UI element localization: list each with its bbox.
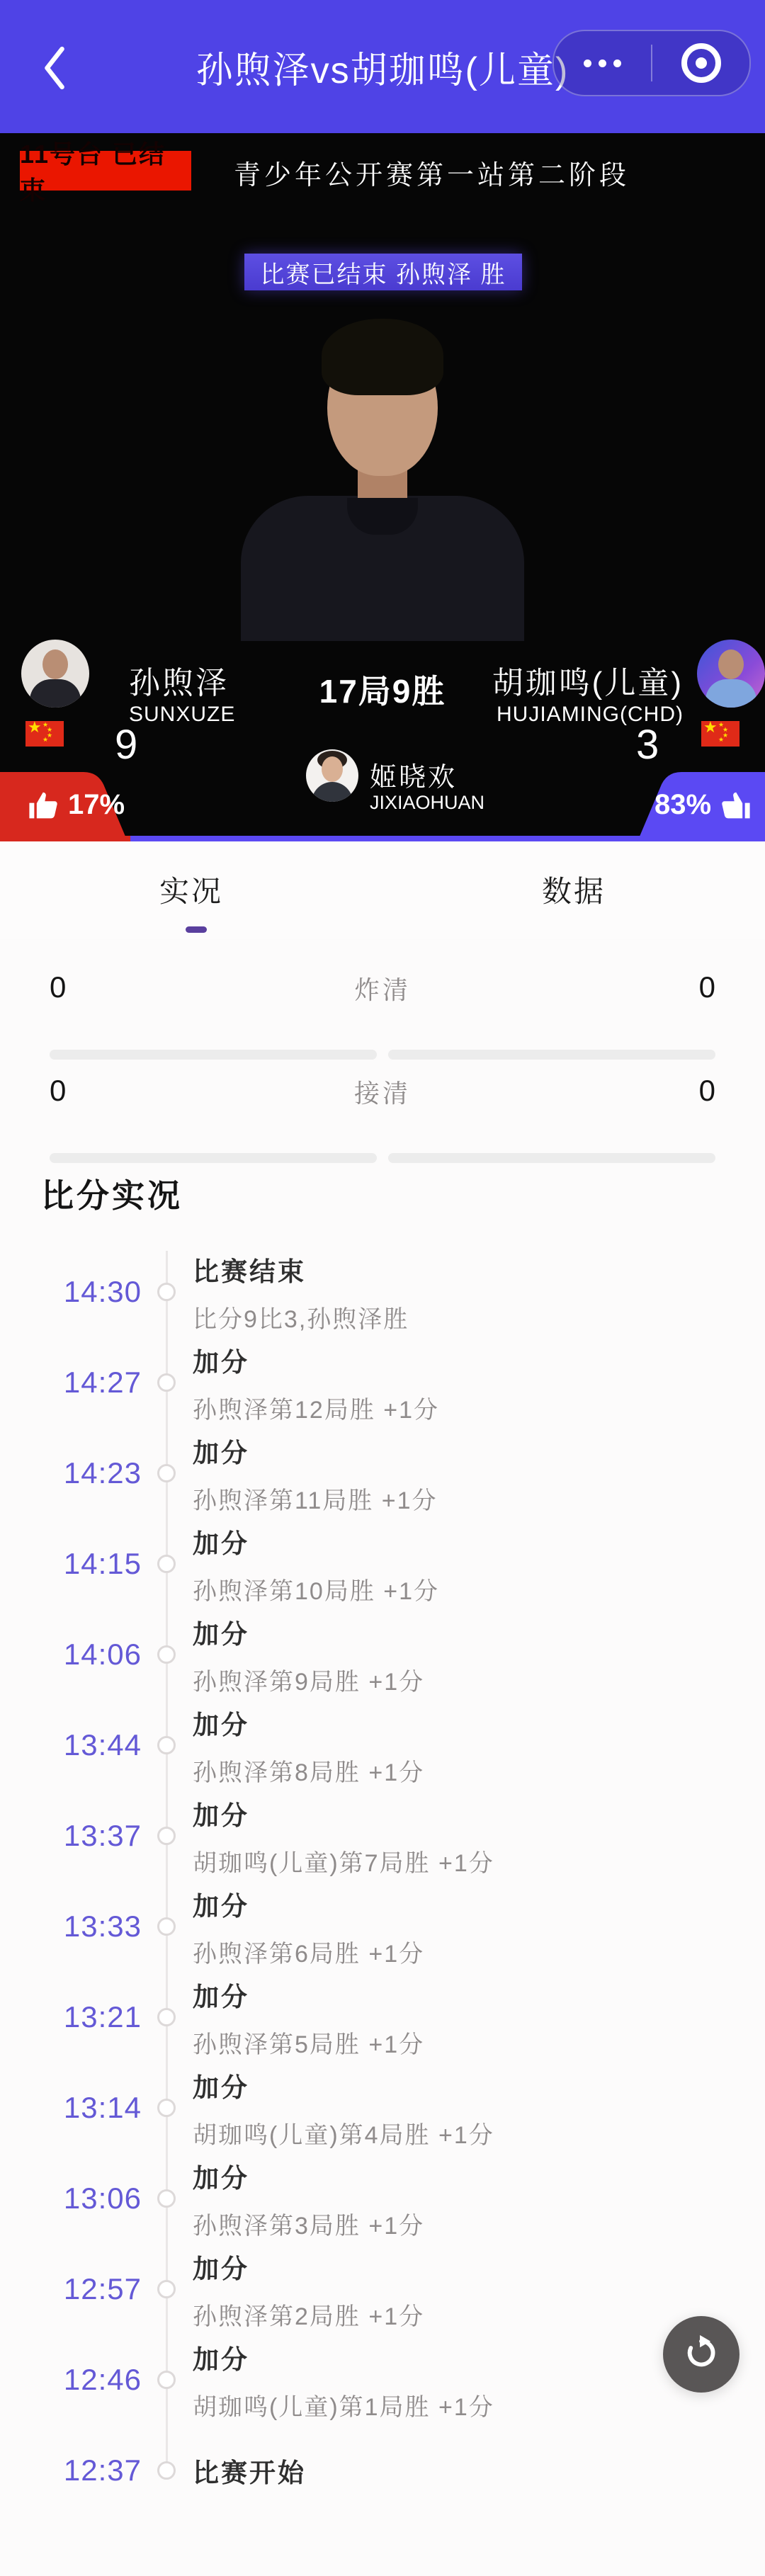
event-desc: 孙煦泽第6局胜 +1分 [193, 1940, 425, 1968]
active-tab-indicator [186, 926, 207, 933]
timeline-node-icon [157, 1827, 176, 1845]
timeline-event [0, 2062, 765, 2153]
timeline-node-icon [157, 1917, 176, 1936]
stats-section [0, 939, 765, 1166]
vote-left-percent: 17% [68, 789, 125, 820]
player-photo [241, 297, 524, 641]
event-desc: 比分9比3,孙煦泽胜 [193, 1305, 409, 1333]
page-title: 孙煦泽vs胡珈鸣(儿童) [196, 50, 570, 91]
china-flag-icon: ★ ★ ★ ★ ★ [701, 721, 740, 747]
event-time: 12:46 [63, 2363, 142, 2396]
timeline-node-icon [157, 2189, 176, 2208]
event-title: 加分 [193, 2344, 249, 2374]
stat-bar-left [50, 1050, 377, 1060]
event-time: 14:06 [63, 1638, 142, 1671]
timeline-node-icon [157, 2099, 176, 2117]
left-player-name: 孙煦泽 [129, 666, 229, 700]
tab-live[interactable]: 实况 [159, 875, 223, 908]
event-time: 14:30 [63, 1275, 142, 1308]
referee-en-name: JIXIAOHUAN [370, 792, 485, 813]
event-title: 加分 [193, 2254, 249, 2283]
event-title: 加分 [193, 1528, 249, 1558]
event-time: 12:57 [63, 2272, 142, 2305]
event-title: 加分 [193, 1800, 249, 1830]
timeline-event [0, 1247, 765, 1337]
timeline-node-icon [157, 1283, 176, 1301]
stat-bar-right [388, 1050, 715, 1060]
event-desc: 孙煦泽第12局胜 +1分 [193, 1396, 440, 1424]
match-hero [0, 133, 765, 841]
event-desc: 孙煦泽第5局胜 +1分 [193, 2031, 425, 2058]
miniprogram-capsule [552, 30, 751, 96]
timeline-node-icon [157, 1645, 176, 1664]
event-time: 12:37 [63, 2453, 142, 2487]
timeline-heading: 比分实况 [41, 1177, 183, 1214]
timeline-node-icon [157, 2008, 176, 2026]
timeline-node-icon [157, 2280, 176, 2298]
vote-right-percent: 83% [654, 789, 712, 820]
right-player-name: 胡珈鸣(儿童) [492, 666, 684, 700]
right-player-en-name: HUJIAMING(CHD) [497, 703, 684, 726]
event-desc: 孙煦泽第9局胜 +1分 [193, 1668, 425, 1696]
event-time: 13:21 [63, 2000, 142, 2033]
more-button[interactable] [554, 31, 651, 95]
app-header [0, 0, 765, 133]
thumb-up-icon [717, 788, 754, 824]
event-time: 13:33 [63, 1910, 142, 1943]
timeline-event [0, 1337, 765, 1428]
tab-data[interactable]: 数据 [541, 875, 606, 908]
match-format: 17局9胜 [319, 673, 446, 710]
tab-bar [0, 841, 765, 941]
minimize-button[interactable] [652, 31, 749, 95]
result-banner: 比赛已结束 孙煦泽 胜 [244, 254, 522, 290]
referee-avatar [306, 749, 358, 802]
more-icon [584, 59, 591, 67]
event-desc: 孙煦泽第10局胜 +1分 [193, 1577, 440, 1605]
event-desc: 胡珈鸣(儿童)第7局胜 +1分 [193, 1849, 494, 1877]
timeline-node-icon [157, 2461, 176, 2480]
event-desc: 孙煦泽第8局胜 +1分 [193, 1759, 425, 1786]
event-time: 14:23 [63, 1456, 142, 1490]
timeline-node-icon [157, 2371, 176, 2389]
timeline-event [0, 2334, 765, 2425]
event-desc: 孙煦泽第3局胜 +1分 [193, 2212, 425, 2240]
event-title: 加分 [193, 1619, 249, 1649]
stat-label: 接清 [353, 1079, 411, 1108]
event-time: 14:27 [63, 1366, 142, 1399]
timeline-node-icon [157, 1736, 176, 1754]
event-time: 13:06 [63, 2181, 142, 2215]
event-title: 加分 [193, 1891, 249, 1921]
refresh-button[interactable] [663, 2316, 740, 2393]
right-player-score: 3 [636, 722, 660, 768]
minimize-icon [681, 43, 721, 83]
event-title: 加分 [193, 1982, 249, 2012]
stat-left-value: 0 [50, 970, 67, 1004]
event-time: 13:44 [63, 1728, 142, 1761]
event-time: 13:37 [63, 1819, 142, 1852]
stat-row [0, 1074, 765, 1115]
score-timeline [0, 1247, 765, 2516]
event-time: 13:14 [63, 2091, 142, 2124]
timeline-node-icon [157, 1373, 176, 1392]
timeline-node-icon [157, 1464, 176, 1482]
timeline-event [0, 1519, 765, 1609]
china-flag-icon: ★ ★ ★ ★ ★ [26, 721, 64, 747]
left-player-score: 9 [115, 722, 139, 768]
stat-bar-left [50, 1153, 377, 1163]
stat-left-value: 0 [50, 1074, 67, 1107]
timeline-event [0, 1791, 765, 1881]
timeline-event [0, 1700, 765, 1791]
right-player-avatar [697, 640, 765, 708]
stat-bar-right [388, 1153, 715, 1163]
stat-label: 炸清 [353, 975, 411, 1004]
event-title: 加分 [193, 1347, 249, 1377]
event-title: 比赛开始 [193, 2458, 306, 2487]
tournament-name: 青少年公开赛第一站第二阶段 [234, 160, 630, 191]
event-title: 加分 [193, 1710, 249, 1740]
event-desc: 胡珈鸣(儿童)第1局胜 +1分 [193, 2393, 494, 2421]
stat-row [0, 970, 765, 1011]
timeline-event [0, 2153, 765, 2244]
thumb-up-icon [26, 788, 62, 824]
event-title: 加分 [193, 2072, 249, 2102]
stat-right-value: 0 [698, 1074, 715, 1107]
event-desc: 胡珈鸣(儿童)第4局胜 +1分 [193, 2121, 494, 2149]
vote-right-button[interactable] [638, 772, 765, 841]
timeline-event [0, 1428, 765, 1519]
timeline-event [0, 1972, 765, 2062]
referee-name: 姬晓欢 [370, 763, 458, 793]
timeline-event [0, 2425, 765, 2516]
timeline-event [0, 1609, 765, 1700]
timeline-event [0, 1881, 765, 1972]
stat-right-value: 0 [698, 970, 715, 1004]
event-time: 14:15 [63, 1547, 142, 1580]
left-player-en-name: SUNXUZE [129, 703, 236, 726]
timeline-node-icon [157, 1555, 176, 1573]
event-desc: 孙煦泽第2局胜 +1分 [193, 2303, 425, 2330]
refresh-icon [681, 2332, 722, 2377]
table-status-badge: 11号台 已结束 [20, 151, 191, 191]
event-desc: 孙煦泽第11局胜 +1分 [193, 1487, 438, 1514]
vote-left-button[interactable] [0, 772, 128, 841]
event-title: 加分 [193, 1438, 249, 1468]
event-title: 加分 [193, 2163, 249, 2193]
timeline-event [0, 2244, 765, 2334]
event-title: 比赛结束 [193, 1256, 306, 1286]
